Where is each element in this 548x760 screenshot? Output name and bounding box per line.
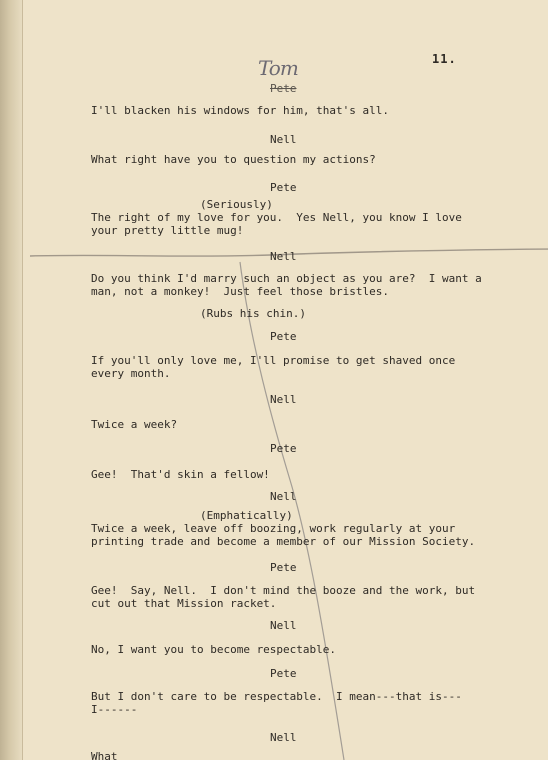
speaker-name: Nell	[270, 393, 297, 406]
dialogue-line: I'll blacken his windows for him, that's all.	[91, 104, 390, 117]
stage-direction: (Emphatically)	[200, 509, 293, 522]
stage-direction: (Seriously)	[200, 198, 273, 211]
dialogue-line: No, I want you to become respectable.	[91, 643, 337, 656]
dialogue-line: Twice a week?	[91, 418, 178, 431]
dialogue-line: What	[91, 750, 118, 760]
speaker-name: Pete	[270, 667, 297, 680]
speaker-name: Pete	[270, 330, 297, 343]
speaker-name: Nell	[270, 619, 297, 632]
dialogue-line: I------	[91, 703, 138, 716]
speaker-name: Pete	[270, 181, 297, 194]
speaker-name: Nell	[270, 250, 297, 263]
dialogue-line: But I don't care to be respectable. I mean---that is---	[91, 690, 462, 703]
page-binding-edge	[0, 0, 23, 760]
dialogue-line: If you'll only love me, I'll promise to get shaved once	[91, 354, 456, 367]
handwritten-character-name: Tom	[258, 56, 298, 80]
speaker-name: Nell	[270, 490, 297, 503]
dialogue-line: The right of my love for you. Yes Nell, you know I love	[91, 211, 462, 224]
dialogue-line: Gee! Say, Nell. I don't mind the booze and the work, but	[91, 584, 476, 597]
page-number: 11.	[432, 52, 457, 66]
crossed-out-speaker: Pete	[270, 82, 297, 95]
dialogue-line: What right have you to question my actions?	[91, 153, 376, 166]
dialogue-line: cut out that Mission racket.	[91, 597, 277, 610]
dialogue-line: Gee! That'd skin a fellow!	[91, 468, 270, 481]
dialogue-line: printing trade and become a member of our Mission Society.	[91, 535, 476, 548]
speaker-name: Pete	[270, 561, 297, 574]
dialogue-line: man, not a monkey! Just feel those bristles.	[91, 285, 390, 298]
speaker-name: Nell	[270, 133, 297, 146]
speaker-name: Pete	[270, 442, 297, 455]
dialogue-line: your pretty little mug!	[91, 224, 244, 237]
stage-direction: (Rubs his chin.)	[200, 307, 306, 320]
speaker-name: Nell	[270, 731, 297, 744]
dialogue-line: Do you think I'd marry such an object as you are? I want a	[91, 272, 482, 285]
dialogue-line: every month.	[91, 367, 171, 380]
dialogue-line: Twice a week, leave off boozing, work regularly at your	[91, 522, 456, 535]
